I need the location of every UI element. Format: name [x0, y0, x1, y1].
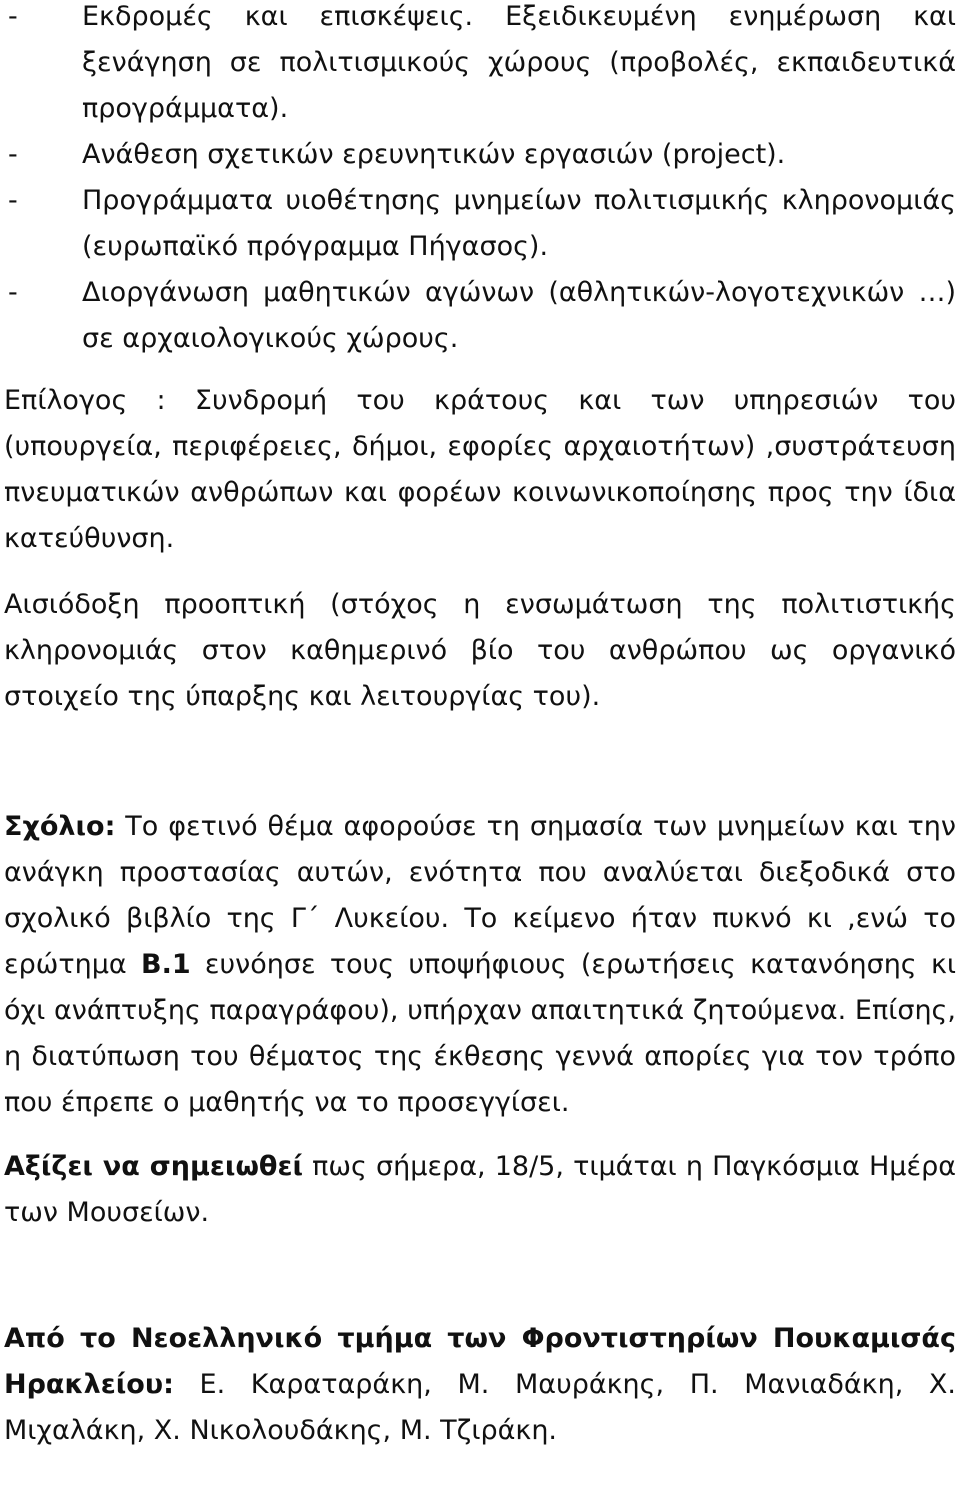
note-label: Αξίζει να σημειωθεί — [4, 1151, 304, 1182]
comment-paragraph — [4, 804, 956, 1126]
list-item-text: Εκδρομές και επισκέψεις. Εξειδικευμένη ενημέρωση και ξενάγηση σε πολιτισμικούς χώρους (προβολές, εκπαιδευτικά προγράμματα). — [82, 1, 956, 124]
list-dash: - — [8, 1, 18, 32]
list-item-text: Ανάθεση σχετικών ερευνητικών εργασιών (project). — [82, 139, 786, 170]
document-page — [4, 0, 956, 1454]
list-item — [4, 270, 956, 362]
comment-text-part-1: Το φετινό θέμα αφορούσε τη σημασία των μνημείων και την ανάγκη προστασίας αυτών, ενότητα που αναλύεται διεξοδικά στο σχολικό βιβλίο της Γ΄ Λυκείου. Το κείμενο ήταν πυκνό κι ,ενώ το ερώτημα — [4, 811, 956, 980]
authors-names: Ε. Καραταράκη, Μ. Μαυράκης, Π. Μανιαδάκη, Χ. Μιχαλάκη, Χ. Νικολουδάκης, Μ. Τζιράκη. — [4, 1369, 956, 1446]
list-dash: - — [8, 139, 18, 170]
list-item — [4, 0, 956, 132]
epilogue-paragraph: Επίλογος : Συνδρομή του κράτους και των υπηρεσιών του (υπουργεία, περιφέρειες, δήμοι, εφορίες αρχαιοτήτων) ,συστράτευση πνευματικών ανθρώπων και φορέων κοινωνικοποίησης προς την ίδια κατεύθυνση. — [4, 385, 956, 554]
comment-text-part-2: ευνόησε τους υποψήφιους (ερωτήσεις κατανόησης κι όχι ανάπτυξης παραγράφου), υπήρχαν απαιτητικά ζητούμενα. Επίσης, η διατύπωση του θέματος της έκθεσης γεννά απορίες για τον τρόπο που έπρεπε ο μαθητής να το προσεγγίσει. — [4, 949, 956, 1118]
activities-list — [4, 0, 956, 362]
list-item — [4, 132, 956, 178]
list-dash: - — [8, 185, 18, 216]
list-dash: - — [8, 277, 18, 308]
authors-paragraph — [4, 1316, 956, 1454]
authors-label: Από το Νεοελληνικό τμήμα των Φροντιστηρίων Πουκαμισάς Ηρακλείου: — [4, 1323, 956, 1400]
list-item-text: Διοργάνωση μαθητικών αγώνων (αθλητικών-λογοτεχνικών …) σε αρχαιολογικούς χώρους. — [82, 277, 956, 354]
note-text: πως σήμερα, 18/5, τιμάται η Παγκόσμια Ημέρα των Μουσείων. — [4, 1151, 957, 1228]
list-item-text: Προγράμματα υιοθέτησης μνημείων πολιτισμικής κληρονομιάς (ευρωπαϊκό πρόγραμμα Πήγασος). — [82, 185, 956, 262]
list-item — [4, 178, 956, 270]
comment-label: Σχόλιο: — [4, 811, 116, 842]
question-reference: Β.1 — [140, 949, 191, 980]
note-paragraph — [4, 1144, 956, 1236]
outlook-paragraph: Αισιόδοξη προοπτική (στόχος η ενσωμάτωση της πολιτιστικής κληρονομιάς στον καθημερινό βίο του ανθρώπου ως οργανικό στοιχείο της ύπαρξης και λειτουργίας του). — [4, 589, 956, 712]
